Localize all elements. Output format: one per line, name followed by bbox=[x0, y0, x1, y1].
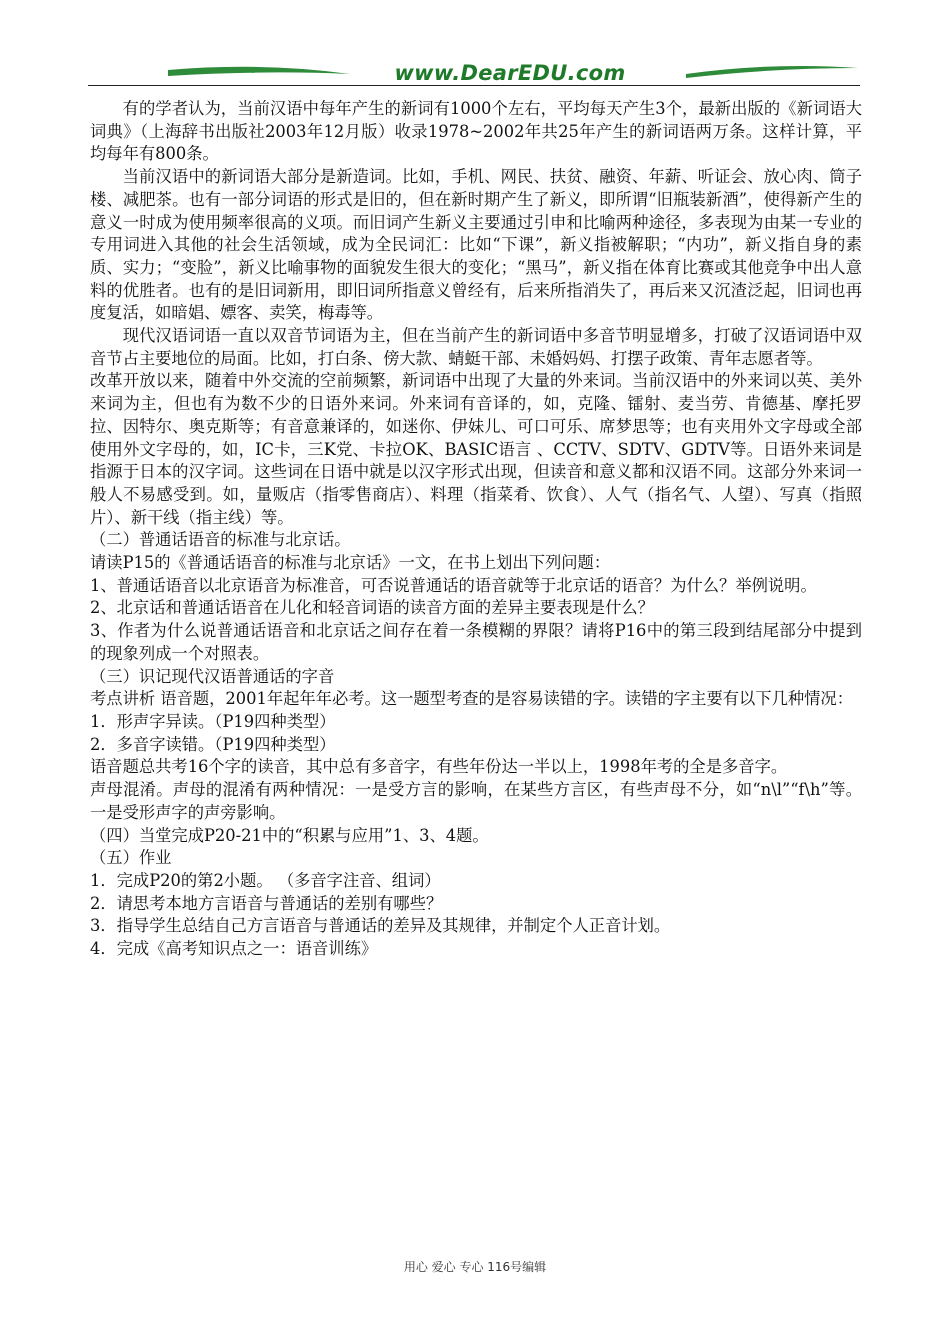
page-footer: 用心 爱心 专心 116号编辑 bbox=[403, 1260, 547, 1274]
section-2-question-1: 1、普通话语音以北京语音为标准音，可否说普通话的语音就等于北京话的语音？为什么？举例说明。 bbox=[90, 575, 817, 595]
paragraph-loanwords: 改革开放以来，随着中外交流的空前频繁，新词语中出现了大量的外来词。当前汉语中的外来词以英、美外来词为主，但也有为数不少的日语外来词。外来词有音译的，如，克隆、镭射、麦当劳、肯德基、摩托罗拉、因特尔、奥克斯等；有音意兼译的，如迷你、伊妹儿、可口可乐、席梦思等；也有夹用外文字母或全部使用外文字母的，如，IC卡，三K党、卡拉OK、BASIC语言 、CCTV、SDTV、GDTV等。日语外来词是指源于日本的汉字词。这些词在日语中就是以汉字形式出现，但读音和意义都和汉语不同。这部分外来词一般人不易感受到。如，量贩店（指零售商店）、料理（指菜肴、饮食）、人气（指名气、人望）、写真（指照片）、新干线（指主线）等。 bbox=[90, 371, 862, 527]
paragraph-new-words-count: 有的学者认为，当前汉语中每年产生的新词有1000个左右，平均每天产生3个，最新出版的《新词语大词典》（上海辞书出版社2003年12月版）收录1978~2002年共25年产生的新词语两万条。这样计算，平均每年有800条。 bbox=[90, 99, 862, 164]
section-2-question-3: 3、作者为什么说普通话语音和北京话之间存在着一条模糊的界限？请将P16中的第三段到结尾部分中提到的现象列成一个对照表。 bbox=[90, 621, 862, 663]
section-3-note-2: 声母混淆。声母的混淆有两种情况：一是受方言的影响，在某些方言区，有些声母不分，如“n\l”“f\h”等。一是受形声字的声旁影响。 bbox=[90, 780, 862, 822]
page-header bbox=[88, 58, 860, 92]
header-rule bbox=[88, 85, 860, 86]
paragraph-new-coinages: 当前汉语中的新词语大部分是新造词。比如，手机、网民、扶贫、融资、年薪、听证会、放心肉、筒子楼、减肥茶。也有一部分词语的形式是旧的，但在新时期产生了新义，即所谓“旧瓶装新酒”，使得新产生的意义一时成为使用频率很高的义项。而旧词产生新义主要通过引申和比喻两种途径，多表现为由某一专业的专用词进入其他的社会生活领域，成为全民词汇：比如“下课”，新义指被解职；“内功”，新义指自身的素质、实力；“变脸”，新义比喻事物的面貌发生很大的变化；“黑马”，新义指在体育比赛或其他竞争中出人意料的优胜者。也有的是旧词新用，即旧词所指意义曾经有，后来所指消失了，再后来又沉渣泛起，旧词也再度复活，如暗娼、嫖客、卖笑，梅毒等。 bbox=[90, 167, 862, 323]
section-3-heading: （三）识记现代汉语普通话的字音 bbox=[90, 666, 335, 686]
document-body bbox=[90, 98, 862, 961]
section-3-note-1: 语音题总共考16个字的读音，其中总有多音字，有些年份达一半以上，1998年考的全是多音字。 bbox=[90, 757, 788, 777]
paragraph-polysyllabic-words: 现代汉语词语一直以双音节词语为主，但在当前产生的新词语中多音节明显增多，打破了汉语词语中双音节占主要地位的局面。比如，打白条、傍大款、蜻蜓干部、未婚妈妈、打摆子政策、青年志愿者等。 bbox=[90, 326, 862, 368]
section-4-heading: （四）当堂完成P20-21中的“积累与应用”1、3、4题。 bbox=[90, 825, 489, 845]
section-2-question-2: 2、北京话和普通话语音在儿化和轻音词语的读音方面的差异主要表现是什么？ bbox=[90, 598, 654, 618]
homework-item-1: 1．完成P20的第2小题。 （多音字注音、组词） bbox=[90, 870, 441, 890]
section-2-heading: （二）普通话语音的标准与北京话。 bbox=[90, 530, 351, 550]
homework-item-4: 4．完成《高考知识点之一：语音训练》 bbox=[90, 939, 378, 959]
homework-item-3: 3．指导学生总结自己方言语音与普通话的差异及其规律，并制定个人正音计划。 bbox=[90, 916, 671, 936]
section-2-intro: 请读P15的《普通话语音的标准与北京话》一文，在书上划出下列问题： bbox=[90, 553, 611, 573]
section-5-heading: （五）作业 bbox=[90, 848, 172, 868]
site-logo-text: www.DearEDU.com bbox=[394, 61, 626, 85]
homework-item-2: 2．请思考本地方言语音与普通话的差别有哪些？ bbox=[90, 893, 443, 913]
section-3-item-1: 1．形声字异读。（P19四种类型） bbox=[90, 711, 336, 731]
section-3-item-2: 2．多音字读错。（P19四种类型） bbox=[90, 734, 336, 754]
section-3-intro: 考点讲析 语音题，2001年起年年必考。这一题型考查的是容易读错的字。读错的字主要有以下几种情况： bbox=[90, 689, 853, 709]
